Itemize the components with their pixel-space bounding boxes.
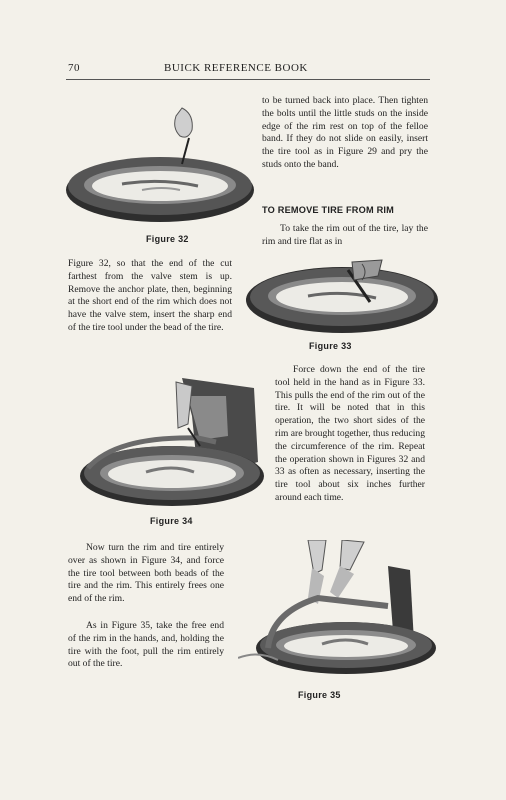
page-header: [68, 60, 428, 78]
running-head: BUICK REFERENCE BOOK: [164, 62, 308, 74]
paragraph-figure-32: Figure 32, so that the end of the cut farthest from the valve stem is up. Remove the anchor plate, then, beginning at the short end of the rim which does not have the valve stem, insert the sharp end of the tire tool under the bead of the tire.: [68, 258, 232, 333]
paragraph-force-down: Force down the end of the tire tool held in the hand as in Figure 33. This pulls the end of the rim out of the tire. It will be noted that in this operation, the two short sides of the rim are brought together, thus reducing the circumference of the rim. Repeat the operation shown in Figures 32 and 33 as often as necessary, inserting the tire tool about six inches further around each time.: [275, 364, 425, 503]
figure-32-illustration: [62, 100, 258, 230]
figure-35-illustration: [238, 540, 438, 682]
figure-32-caption: Figure 32: [146, 234, 189, 244]
section-heading: TO REMOVE TIRE FROM RIM: [262, 205, 395, 215]
figure-34-illustration: [76, 376, 272, 510]
page-number: 70: [68, 62, 80, 74]
figure-33-illustration: [244, 258, 440, 338]
figure-35-caption: Figure 35: [298, 690, 341, 700]
figure-33-caption: Figure 33: [309, 341, 352, 351]
figure-34-caption: Figure 34: [150, 516, 193, 526]
paragraph-turn-rim: Now turn the rim and tire entirely over as shown in Figure 34, and force the tire tool between both beads of the tire and the rim. This entirely frees one end of the rim.: [68, 542, 224, 605]
paragraph-remove-tire: To take the rim out of the tire, lay the rim and tire flat as in: [262, 223, 428, 247]
paragraph-continued: to be turned back into place. Then tighten the bolts until the little studs on the inside edge of the rim rest on top of the felloe band. If they do not slide on easily, insert the tire tool as in Figure 29 and pry the studs onto the band.: [262, 95, 428, 170]
header-rule: [66, 79, 430, 80]
paragraph-figure-35: As in Figure 35, take the free end of the rim in the hands, and, holding the tire with the foot, pull the rim entirely out of the tire.: [68, 620, 224, 670]
